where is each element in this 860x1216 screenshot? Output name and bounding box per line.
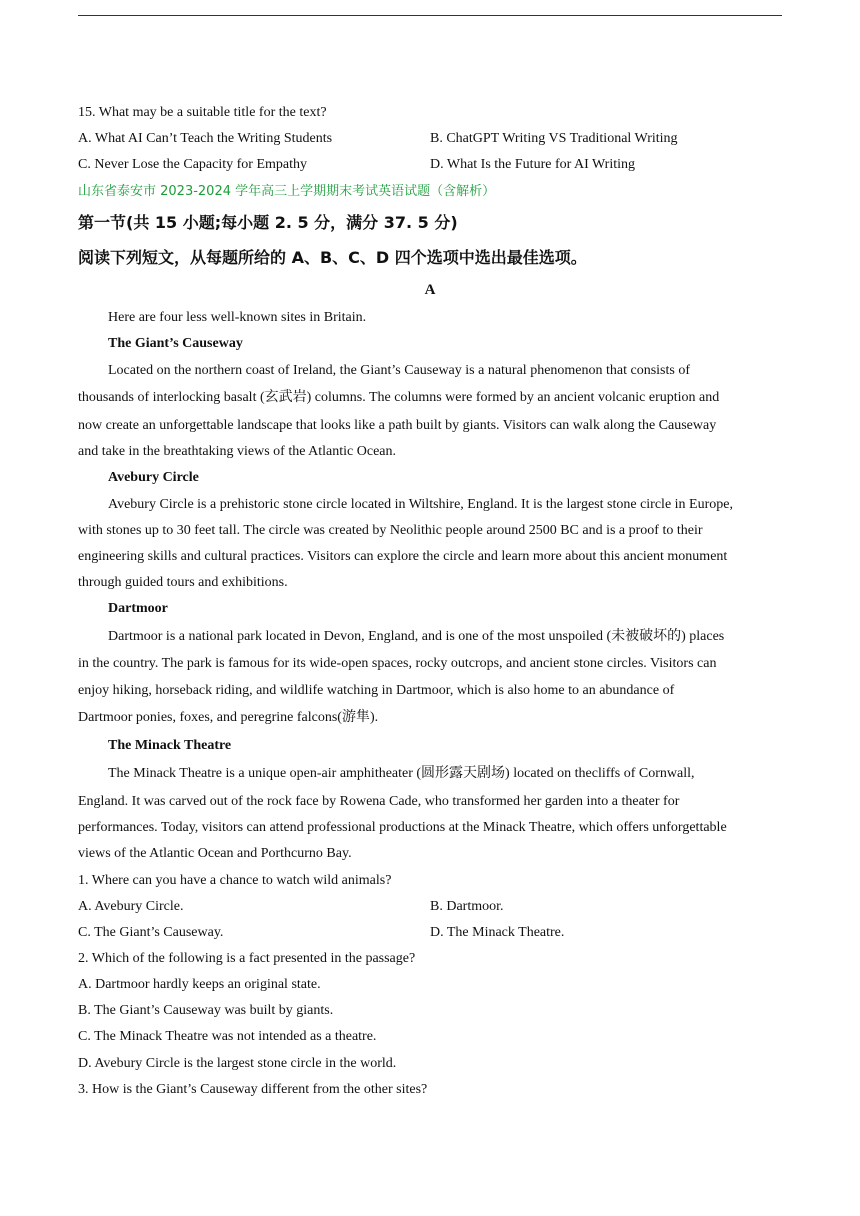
paragraph-line: engineering skills and cultural practices. Visitors can explore the circle and learn more about this ancient monument <box>78 549 728 564</box>
header-rule <box>78 15 782 16</box>
passage-intro: Here are four less well-known sites in Britain. <box>108 310 367 325</box>
paragraph-line: now create an unforgettable landscape that looks like a path built by giants. Visitors can walk along the Causeway <box>78 418 717 433</box>
paragraph-line: in the country. The park is famous for its wide-open spaces, rocky outcrops, and ancient stone circles. Visitors can <box>78 656 717 671</box>
paragraph-line: views of the Atlantic Ocean and Porthcurno Bay. <box>78 846 352 861</box>
q15-option-c: C. Never Lose the Capacity for Empathy <box>78 157 307 172</box>
site-heading-minack-theatre: The Minack Theatre <box>108 738 232 753</box>
paragraph-line: enjoy hiking, horseback riding, and wildlife watching in Dartmoor, which is also home to an abundance of <box>78 683 675 698</box>
site-heading-avebury-circle: Avebury Circle <box>108 470 199 485</box>
paragraph-line: performances. Today, visitors can attend professional productions at the Minack Theatre, which offers unforgettable <box>78 820 727 835</box>
q2-option-b: B. The Giant’s Causeway was built by giants. <box>78 1003 334 1018</box>
paragraph-line: Dartmoor ponies, foxes, and peregrine falcons(游隼). <box>78 710 379 725</box>
paragraph-line: thousands of interlocking basalt (玄武岩) columns. The columns were formed by an ancient volcanic eruption and <box>78 390 720 405</box>
instruction-text: 阅读下列短文，从每题所给的 A、B、C、D 四个选项中选出最佳选项。 <box>78 248 587 267</box>
q15-option-b: B. ChatGPT Writing VS Traditional Writing <box>430 131 678 146</box>
paragraph-line: The Minack Theatre is a unique open-air amphitheater (圆形露天剧场) located on thecliffs of Cornwall, <box>108 766 695 781</box>
paragraph-line: Located on the northern coast of Ireland, the Giant’s Causeway is a natural phenomenon that consists of <box>108 363 690 378</box>
q1-option-d: D. The Minack Theatre. <box>430 925 565 940</box>
site-heading-giants-causeway: The Giant’s Causeway <box>108 336 243 351</box>
question-15-stem: 15. What may be a suitable title for the text? <box>78 105 327 120</box>
question-3-stem: 3. How is the Giant’s Causeway different from the other sites? <box>78 1082 428 1097</box>
q1-option-a: A. Avebury Circle. <box>78 899 184 914</box>
exam-source-label: 山东省泰安市 2023-2024 学年高三上学期期末考试英语试题（含解析） <box>78 184 496 199</box>
q2-option-d: D. Avebury Circle is the largest stone circle in the world. <box>78 1056 397 1071</box>
q1-option-b: B. Dartmoor. <box>430 899 504 914</box>
paragraph-line: Dartmoor is a national park located in Devon, England, and is one of the most unspoiled (未被破坏的) places <box>108 629 725 644</box>
section-title: 第一节(共 15 小题;每小题 2. 5 分，满分 37. 5 分) <box>78 213 458 232</box>
passage-label: A <box>424 282 436 298</box>
question-2-stem: 2. Which of the following is a fact presented in the passage? <box>78 951 416 966</box>
paragraph-line: England. It was carved out of the rock face by Rowena Cade, who transformed her garden into a theater for <box>78 794 680 809</box>
q15-option-a: A. What AI Can’t Teach the Writing Students <box>78 131 333 146</box>
q2-option-c: C. The Minack Theatre was not intended as a theatre. <box>78 1029 377 1044</box>
q15-option-d: D. What Is the Future for AI Writing <box>430 157 635 172</box>
question-1-stem: 1. Where can you have a chance to watch wild animals? <box>78 873 392 888</box>
paragraph-line: through guided tours and exhibitions. <box>78 575 288 590</box>
paragraph-line: with stones up to 30 feet tall. The circle was created by Neolithic people around 2500 BC and is a proof to their <box>78 523 703 538</box>
paragraph-line: and take in the breathtaking views of the Atlantic Ocean. <box>78 444 397 459</box>
q1-option-c: C. The Giant’s Causeway. <box>78 925 224 940</box>
q2-option-a: A. Dartmoor hardly keeps an original state. <box>78 977 321 992</box>
paragraph-line: Avebury Circle is a prehistoric stone circle located in Wiltshire, England. It is the largest stone circle in Europe, <box>108 497 733 512</box>
site-heading-dartmoor: Dartmoor <box>108 601 168 616</box>
